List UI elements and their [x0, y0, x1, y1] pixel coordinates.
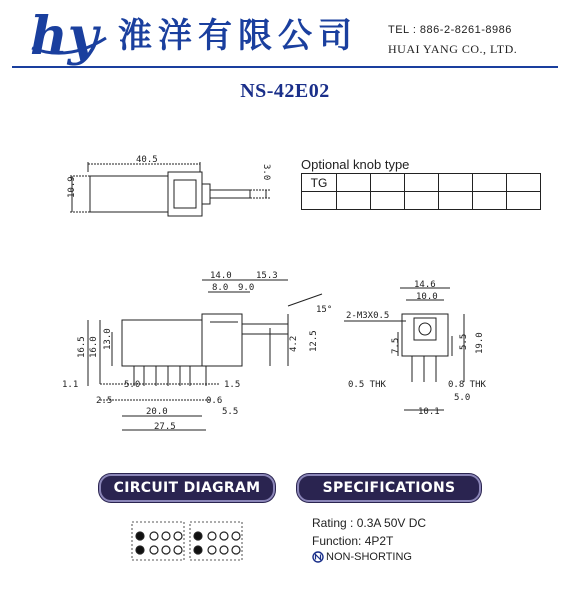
spec-function: Function: 4P2T [312, 534, 394, 548]
company-name-en: HUAI YANG CO., LTD. [388, 42, 518, 56]
table-cell [405, 192, 439, 210]
dim-2-5: 2.5 [96, 396, 113, 406]
company-telephone: TEL : 886-2-8261-8986 [388, 24, 512, 36]
dim-4-2: 4.2 [289, 335, 299, 352]
company-logo [28, 8, 108, 66]
table-row [302, 192, 541, 210]
dim-20: 20.0 [146, 407, 168, 417]
dim-thk-right: 0.8 THK [448, 380, 486, 390]
dim-top-height: 10.9 [67, 176, 77, 198]
dim-16: 16.0 [89, 336, 99, 358]
table-cell [337, 192, 371, 210]
table-cell [473, 174, 507, 192]
circuit-diagram [126, 518, 246, 566]
dim-5-5: 5.5 [222, 407, 239, 417]
dim-angle: 15° [316, 305, 333, 315]
knob-table-title: Optional knob type [301, 157, 410, 172]
dim-16-5: 16.5 [77, 336, 87, 358]
dim-1-1: 1.1 [62, 380, 79, 390]
table-row [302, 174, 541, 192]
dim-8: 8.0 [212, 283, 229, 293]
table-cell [507, 174, 541, 192]
dim-1-5: 1.5 [224, 380, 241, 390]
dim-r10-1: 10.1 [418, 407, 440, 417]
spec-rating: Rating : 0.3A 50V DC [312, 516, 427, 530]
company-name-cn: 淮洋有限公司 [118, 16, 358, 56]
table-cell [507, 192, 541, 210]
table-cell [337, 174, 371, 192]
dim-27-5: 27.5 [154, 422, 176, 432]
dim-0-6: 0.6 [206, 396, 223, 406]
table-cell [302, 192, 337, 210]
table-cell [473, 192, 507, 210]
front-view-drawing [340, 278, 500, 420]
dim-9: 9.0 [238, 283, 255, 293]
logo-text: hy [30, 8, 99, 66]
spec-shorting [312, 551, 412, 563]
dim-13: 13.0 [103, 328, 113, 350]
dim-r10: 10.0 [416, 292, 438, 302]
top-view-drawing [60, 150, 290, 220]
dim-top-shaft: 3.0 [261, 164, 271, 181]
dim-top-length: 40.5 [136, 155, 158, 165]
dim-r5: 5.0 [454, 393, 471, 403]
specifications-button[interactable]: SPECIFICATIONS [297, 474, 481, 502]
dim-5-0: 5.0 [124, 380, 141, 390]
dim-screw: 2-M3X0.5 [346, 311, 390, 321]
dim-15-3: 15.3 [256, 271, 278, 281]
header-divider [12, 66, 558, 68]
dim-r5-5: 5.5 [459, 333, 469, 350]
table-cell [371, 192, 405, 210]
non-shorting-icon [312, 551, 324, 563]
circuit-diagram-button[interactable]: CIRCUIT DIAGRAM [99, 474, 275, 502]
dim-12-5: 12.5 [309, 330, 319, 352]
dim-r7-5: 7.5 [391, 337, 401, 354]
table-cell [405, 174, 439, 192]
table-cell: TG [302, 174, 337, 192]
spec-shorting-label: NON-SHORTING [326, 551, 412, 563]
dim-r19: 19.0 [475, 332, 485, 354]
table-cell [371, 174, 405, 192]
side-view-drawing [60, 266, 340, 438]
dim-r14-6: 14.6 [414, 280, 436, 290]
table-cell [439, 192, 473, 210]
table-cell [439, 174, 473, 192]
dim-thk-left: 0.5 THK [348, 380, 386, 390]
knob-type-table [301, 173, 541, 210]
dim-14: 14.0 [210, 271, 232, 281]
model-number: NS-42E02 [240, 80, 330, 102]
